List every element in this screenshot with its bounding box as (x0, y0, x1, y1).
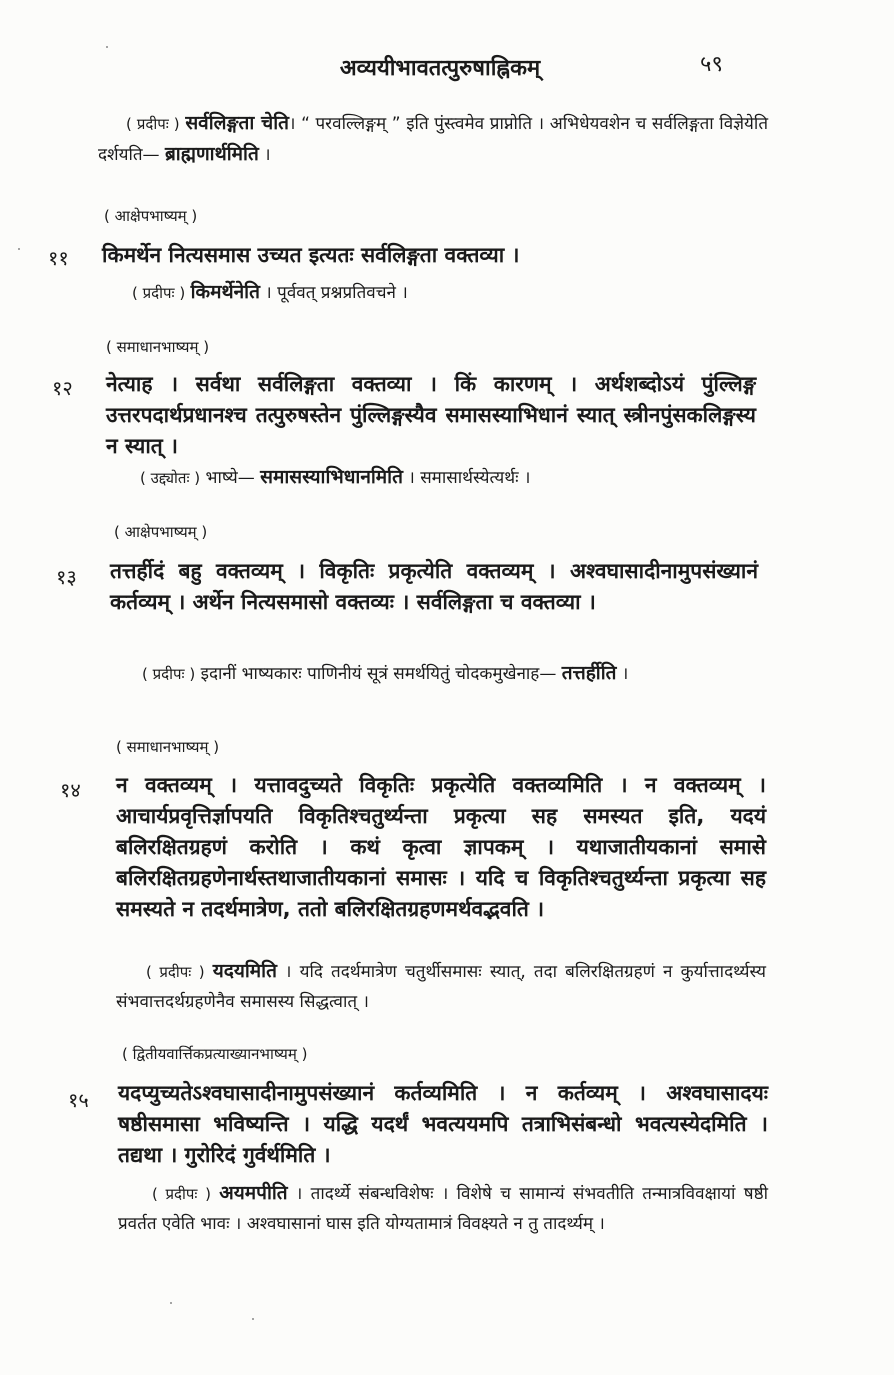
section-number: १३ (56, 565, 77, 589)
pradipa-note (132, 277, 732, 308)
intro-text: । “ परवल्लिङ्गम् ” इति पुंस्त्वमेव प्राप्नोति । अभिधेयवशेन च सर्वलिङ्गता विज्ञेयेति दर्शयति— (98, 114, 769, 165)
note-label: ( प्रदीपः ) (152, 1185, 211, 1203)
section-heading: ( समाधानभाष्यम् ) (106, 338, 210, 356)
note-label: ( प्रदीपः ) (146, 963, 205, 981)
bhashya-text: न वक्तव्यम् । यत्तावदुच्यते विकृतिः प्रकृत्येति वक्तव्यमिति । न वक्तव्यम् । आचार्यप्रवृत्तिर्ज्ञापयति विकृतिश्चतुर्थ्यन्ता प्रकृत्या सह समस्यत इति, यदयं बलिरक्षितग्रहणं करोति । कथं कृत्वा ज्ञापकम् । यथाजातीयकानां समासे बलिरक्षितग्रहणेनार्थस्तथाजातीयकानां समासः । यदि च विकृतिश्चतुर्थ्यन्ता प्रकृत्या सह समस्यते न तदर्थमात्रेण, ततो बलिरक्षितग्रहणमर्थवद्भवति । (116, 773, 766, 921)
scan-speck (106, 46, 108, 48)
scan-speck (170, 1302, 172, 1304)
bhashya-text: नेत्याह । सर्वथा सर्वलिङ्गता वक्तव्या । किं कारणम् । अर्थशब्दोऽयं पुंल्लिङ्ग उत्तरपदार्थप्रधानश्च तत्पुरुषस्तेन पुंल्लिङ्गस्यैव समासस्याभिधानं स्यात् स्त्रीनपुंसकलिङ्गस्य न स्यात् । (106, 372, 756, 458)
scan-speck (252, 1318, 254, 1320)
section-number: ११ (48, 246, 69, 270)
note-lead: किमर्थेनेति (190, 281, 260, 303)
page-header-title: अव्ययीभावतत्पुरुषाह्निकम् (339, 56, 541, 81)
note-text: । समासार्थस्येत्यर्थः । (402, 468, 531, 488)
page-number: ५९ (700, 52, 723, 77)
note-lead: समासस्याभिधानमिति (260, 466, 403, 488)
bhashya-text: तत्तर्हीदं बहु वक्तव्यम् । विकृतिः प्रकृत्येति वक्तव्यम् । अश्वघासादीनामुपसंख्यानं कर्तव्यम् । अर्थेन नित्यसमासो वक्तव्यः । सर्वलिङ्गता च वक्तव्या । (110, 559, 758, 614)
pradipa-note (118, 1178, 768, 1239)
intro-pradipa (98, 108, 768, 170)
note-text: । पूर्ववत् प्रश्नप्रतिवचने । (259, 283, 408, 303)
note-pre: भाष्ये— (205, 468, 261, 488)
pradipa-note (116, 956, 766, 1017)
note-lead: अयमपीति (219, 1182, 288, 1204)
note-label: ( प्रदीपः ) (132, 284, 186, 302)
section-number: १५ (68, 1088, 89, 1112)
note-label: ( प्रदीपः ) (142, 665, 196, 683)
note-label: ( उद्द्योतः ) (140, 469, 201, 487)
section-heading: ( द्वितीयवार्त्तिकप्रत्याख्यानभाष्यम् ) (122, 1045, 308, 1063)
note-text: इदानीं भाष्यकारः पाणिनीयं सूत्रं समर्थयितुं चोदकमुखेनाह— (195, 664, 562, 684)
note-end: । (616, 664, 629, 684)
note-lead: तत्तर्हीति (561, 662, 617, 684)
section-heading: ( आक्षेपभाष्यम् ) (104, 207, 198, 225)
pradipa-note (110, 658, 758, 689)
scan-speck (18, 248, 20, 250)
note-lead: यदयमिति (212, 960, 277, 982)
bhashya-text: किमर्थेन नित्यसमास उच्यत इत्यतः सर्वलिङ्गता वक्तव्या । (102, 243, 520, 267)
bhashya-text: यदप्युच्यतेऽश्वघासादीनामुपसंख्यानं कर्तव्यमिति । न कर्तव्यम् । अश्वघासादयः षष्ठीसमासा भविष्यन्ति । यद्धि यदर्थं भवत्ययमपि तत्राभिसंबन्धो भवत्यस्येदमिति । तद्यथा । गुरोरिदं गुर्वर्थमिति । (118, 1081, 768, 1167)
section-number: १२ (52, 376, 73, 400)
intro-label: ( प्रदीपः ) (126, 115, 180, 133)
section-heading: ( आक्षेपभाष्यम् ) (114, 523, 208, 541)
section-heading: ( समाधानभाष्यम् ) (116, 738, 220, 756)
intro-end: । (258, 145, 271, 165)
intro-tail: ब्राह्मणार्थमिति (164, 143, 259, 165)
intro-lead: सर्वलिङ्गता चेति (185, 112, 289, 134)
note-text: । तादर्थ्ये संबन्धविशेषः । विशेषे च सामान्यं संभवतीति तन्मात्रविवक्षायां षष्ठी प्रवर्तत एवेति भावः । अश्वघासानां घास इति योग्यतामात्रं विवक्ष्यते न तु तादर्थ्यम् । (118, 1184, 768, 1234)
pradipa-note (140, 462, 740, 493)
note-text: । यदि तदर्थमात्रेण चतुर्थीसमासः स्यात्, तदा बलिरक्षितग्रहणं न कुर्यात्तादर्थ्यस्य संभवात्तदर्थग्रहणेनैव समासस्य सिद्धत्वात् । (116, 962, 766, 1012)
section-number: १४ (60, 778, 81, 802)
